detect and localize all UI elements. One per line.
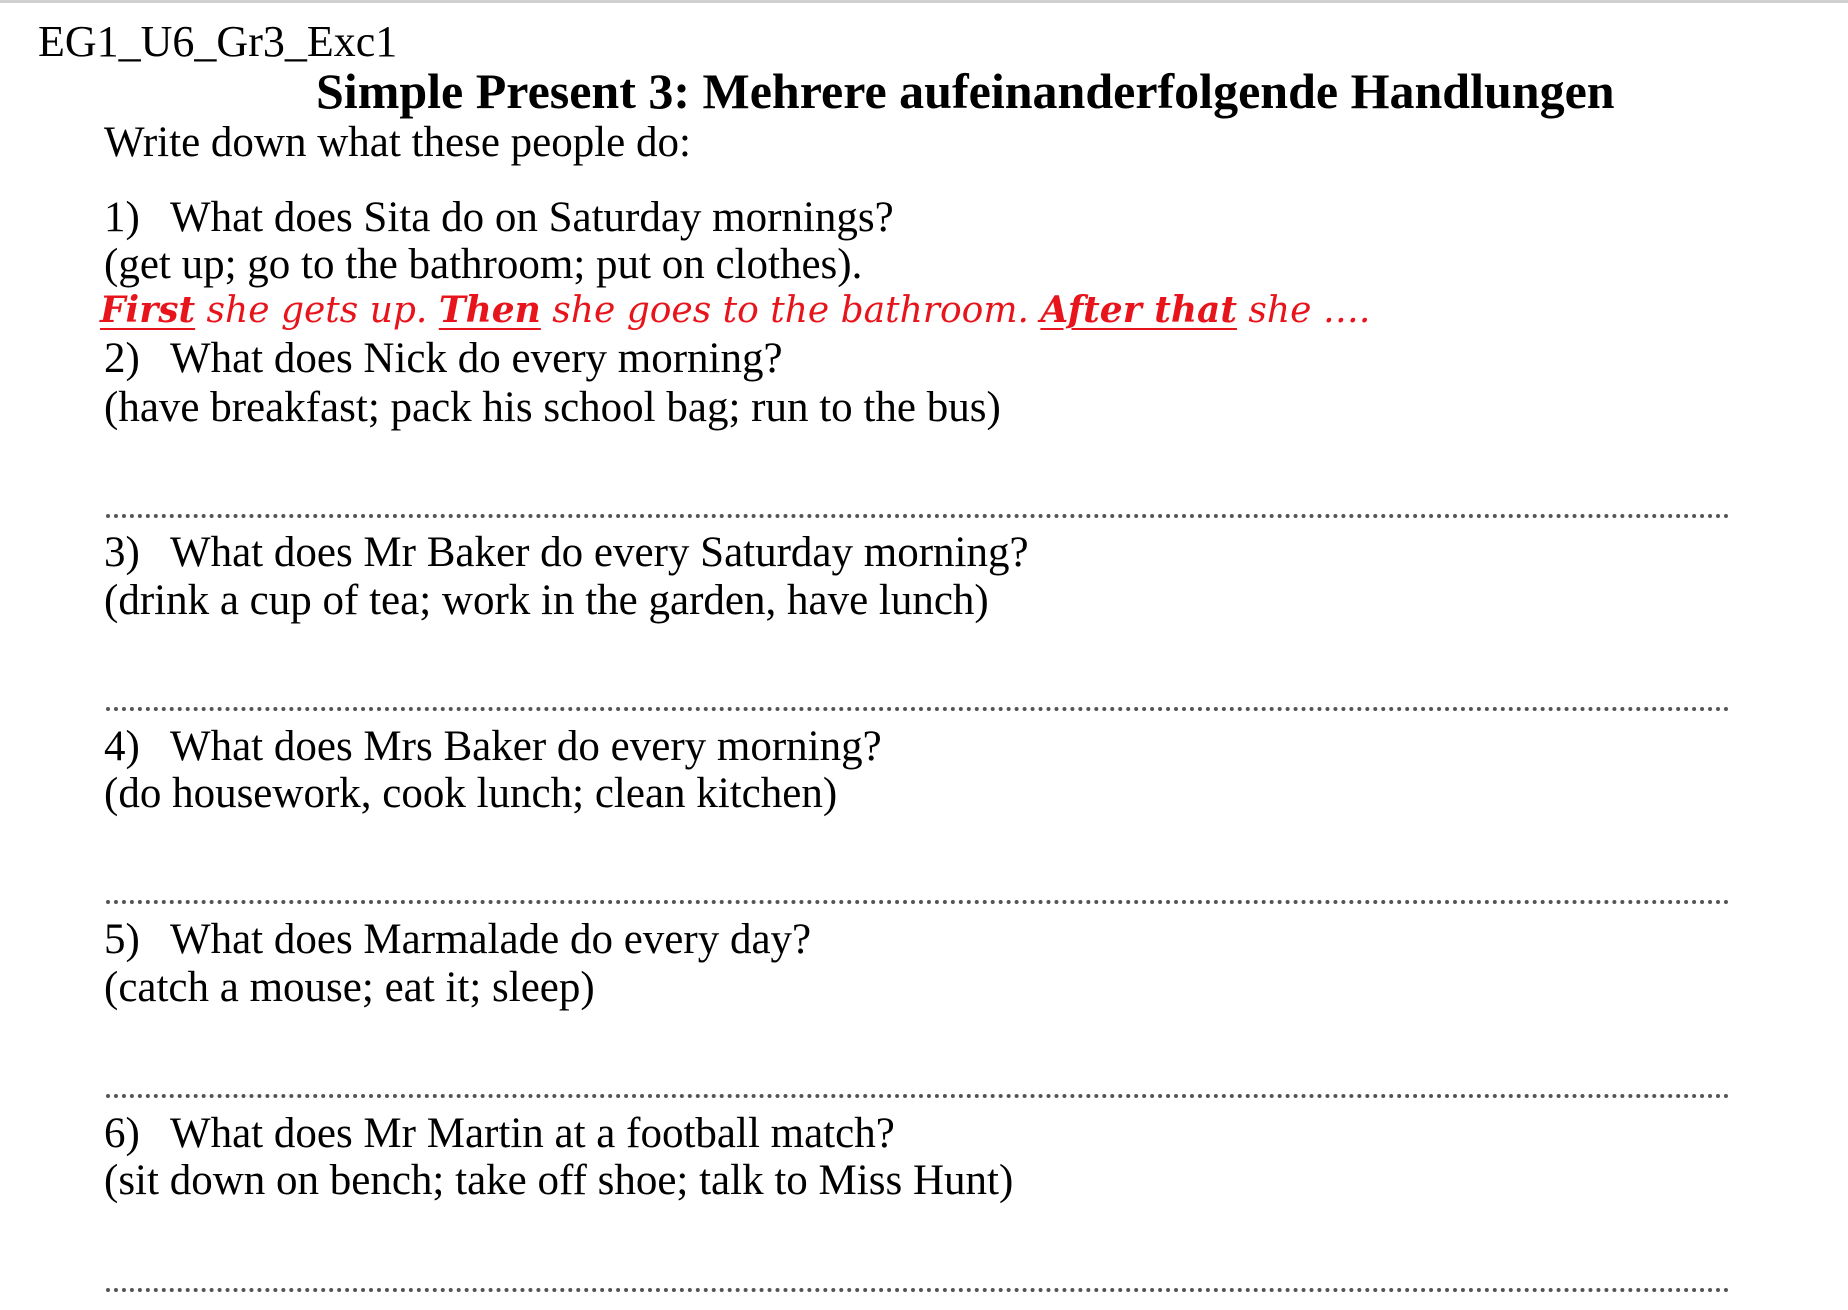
question-6 [104, 1109, 895, 1159]
hint-3: (drink a cup of tea; work in the garden, have lunch) [104, 577, 989, 624]
hint-2: (have breakfast; pack his school bag; run to the bus) [104, 384, 1001, 431]
question-3 [104, 528, 1029, 578]
page-top-rule [0, 0, 1848, 3]
question-number: 5) [104, 916, 140, 963]
question-5 [104, 915, 811, 965]
question-4 [104, 722, 882, 772]
example-keyword-first: First [100, 289, 196, 331]
question-text: What does Mr Baker do every Saturday morning? [170, 529, 1029, 576]
answer-line-2[interactable] [106, 514, 1730, 518]
example-part-2: she goes to the bathroom. [540, 290, 1041, 331]
question-text: What does Mr Martin at a football match? [170, 1110, 895, 1157]
question-number: 4) [104, 723, 140, 770]
question-number: 2) [104, 335, 140, 382]
hint-5: (catch a mouse; eat it; sleep) [104, 964, 595, 1011]
answer-line-3[interactable] [106, 707, 1730, 711]
question-number: 3) [104, 529, 140, 576]
answer-line-4[interactable] [106, 900, 1730, 904]
question-text: What does Marmalade do every day? [170, 916, 812, 963]
example-keyword-then: Then [438, 289, 541, 331]
question-number: 6) [104, 1110, 140, 1157]
question-1 [104, 193, 894, 243]
question-2 [104, 334, 783, 384]
example-part-3: she …. [1236, 290, 1371, 331]
answer-line-6[interactable] [106, 1288, 1730, 1292]
hint-6: (sit down on bench; take off shoe; talk to Miss Hunt) [104, 1157, 1014, 1204]
example-keyword-after-that: After that [1040, 289, 1237, 331]
hint-4: (do housework, cook lunch; clean kitchen) [104, 770, 838, 817]
document-code: EG1_U6_Gr3_Exc1 [38, 17, 398, 66]
instruction-text: Write down what these people do: [104, 119, 691, 166]
question-number: 1) [104, 194, 140, 241]
example-answer [100, 286, 1370, 335]
question-text: What does Nick do every morning? [170, 335, 783, 382]
hint-1: (get up; go to the bathroom; put on clothes). [104, 241, 863, 288]
question-text: What does Mrs Baker do every morning? [170, 723, 882, 770]
example-part-1: she gets up. [195, 290, 439, 331]
page-title: Simple Present 3: Mehrere aufeinanderfolgende Handlungen [316, 63, 1615, 119]
answer-line-5[interactable] [106, 1094, 1730, 1098]
question-text: What does Sita do on Saturday mornings? [170, 194, 894, 241]
